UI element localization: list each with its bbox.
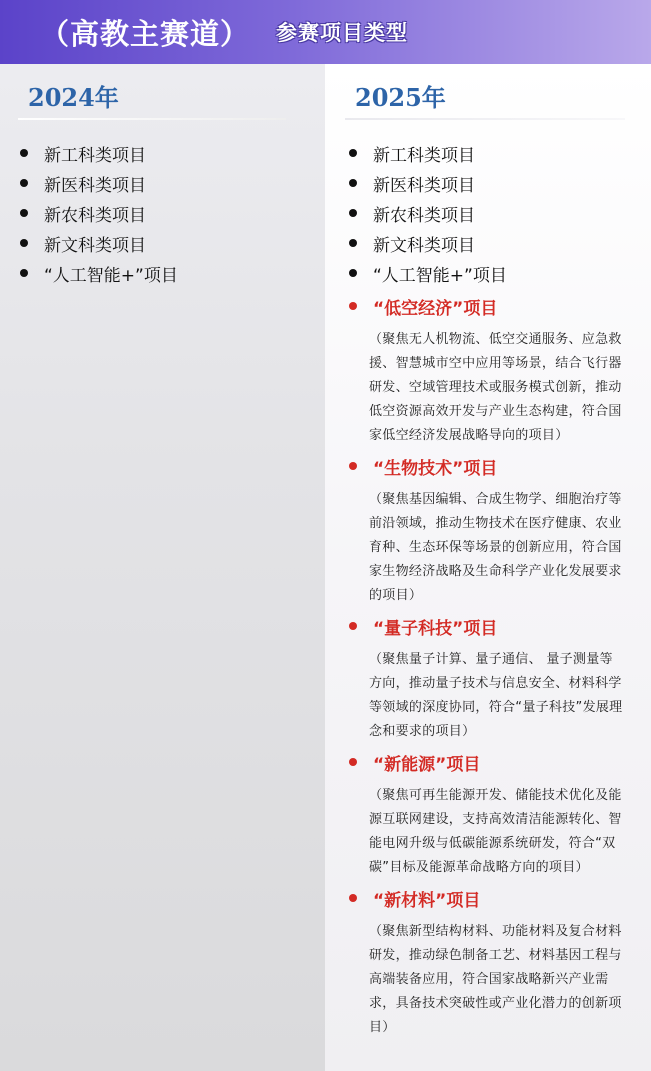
bullet-icon (349, 269, 357, 277)
year-heading-2025: 2025年 (355, 83, 446, 112)
new-list-item: “新材料”项目 (349, 882, 641, 914)
divider (18, 118, 286, 120)
list-item: “人工智能+”项目 (20, 258, 325, 288)
project-list-2025 (325, 138, 651, 1040)
item-description: （聚焦可再生能源开发、储能技术优化及能源互联网建设，支持高效清洁能源转化、智能电网升级与低碳能源系统研发，符合“双碳”目标及能源革命战略方向的项目） (369, 788, 622, 875)
bullet-icon (349, 894, 357, 902)
bullet-icon (349, 462, 357, 470)
bullet-icon (20, 149, 28, 157)
bullet-icon (20, 179, 28, 187)
bullet-icon (349, 302, 357, 310)
new-list-item: “生物技术”项目 (349, 450, 641, 482)
bullet-icon (349, 758, 357, 766)
column-2025 (325, 64, 651, 1071)
list-item: 新工科类项目 (349, 138, 641, 168)
list-item: 新文科类项目 (20, 228, 325, 258)
bullet-icon (349, 239, 357, 247)
column-2024 (0, 64, 325, 1071)
list-item: 新农科类项目 (349, 198, 641, 228)
bullet-icon (349, 149, 357, 157)
bullet-icon (349, 179, 357, 187)
item-description: （聚焦新型结构材料、功能材料及复合材料研发，推动绿色制备工艺、材料基因工程与高端装备应用，符合国家战略新兴产业需求，具备技术突破性或产业化潜力的创新项目） (369, 924, 622, 1035)
bullet-icon (349, 622, 357, 630)
list-item: “人工智能+”项目 (349, 258, 641, 288)
divider (345, 118, 625, 120)
item-description: （聚焦无人机物流、低空交通服务、应急救援、智慧城市空中应用等场景，结合飞行器研发、空域管理技术或服务模式创新，推动低空资源高效开发与产业生态构建，符合国家低空经济发展战略导向的项目） (369, 332, 622, 443)
bullet-icon (20, 209, 28, 217)
page-title: （高教主赛道） (40, 16, 251, 51)
project-list-2024 (0, 138, 325, 288)
page-subtitle: 参赛项目类型 (276, 21, 409, 45)
list-item: 新农科类项目 (20, 198, 325, 228)
list-item: 新工科类项目 (20, 138, 325, 168)
new-list-item: “低空经济”项目 (349, 290, 641, 322)
year-heading-2024: 2024年 (28, 83, 119, 112)
list-item: 新医科类项目 (349, 168, 641, 198)
header-banner (0, 0, 651, 64)
bullet-icon (20, 269, 28, 277)
new-list-item: “量子科技”项目 (349, 610, 641, 642)
bullet-icon (20, 239, 28, 247)
item-description: （聚焦量子计算、量子通信、 量子测量等方向，推动量子技术与信息安全、材料科学等领域的深度协同，符合“量子科技”发展理念和要求的项目） (369, 652, 623, 739)
list-item: 新医科类项目 (20, 168, 325, 198)
new-list-item: “新能源”项目 (349, 746, 641, 778)
item-description: （聚焦基因编辑、合成生物学、细胞治疗等前沿领域，推动生物技术在医疗健康、农业育种、生态环保等场景的创新应用，符合国家生物经济战略及生命科学产业化发展要求的项目） (369, 492, 622, 603)
list-item: 新文科类项目 (349, 228, 641, 258)
bullet-icon (349, 209, 357, 217)
